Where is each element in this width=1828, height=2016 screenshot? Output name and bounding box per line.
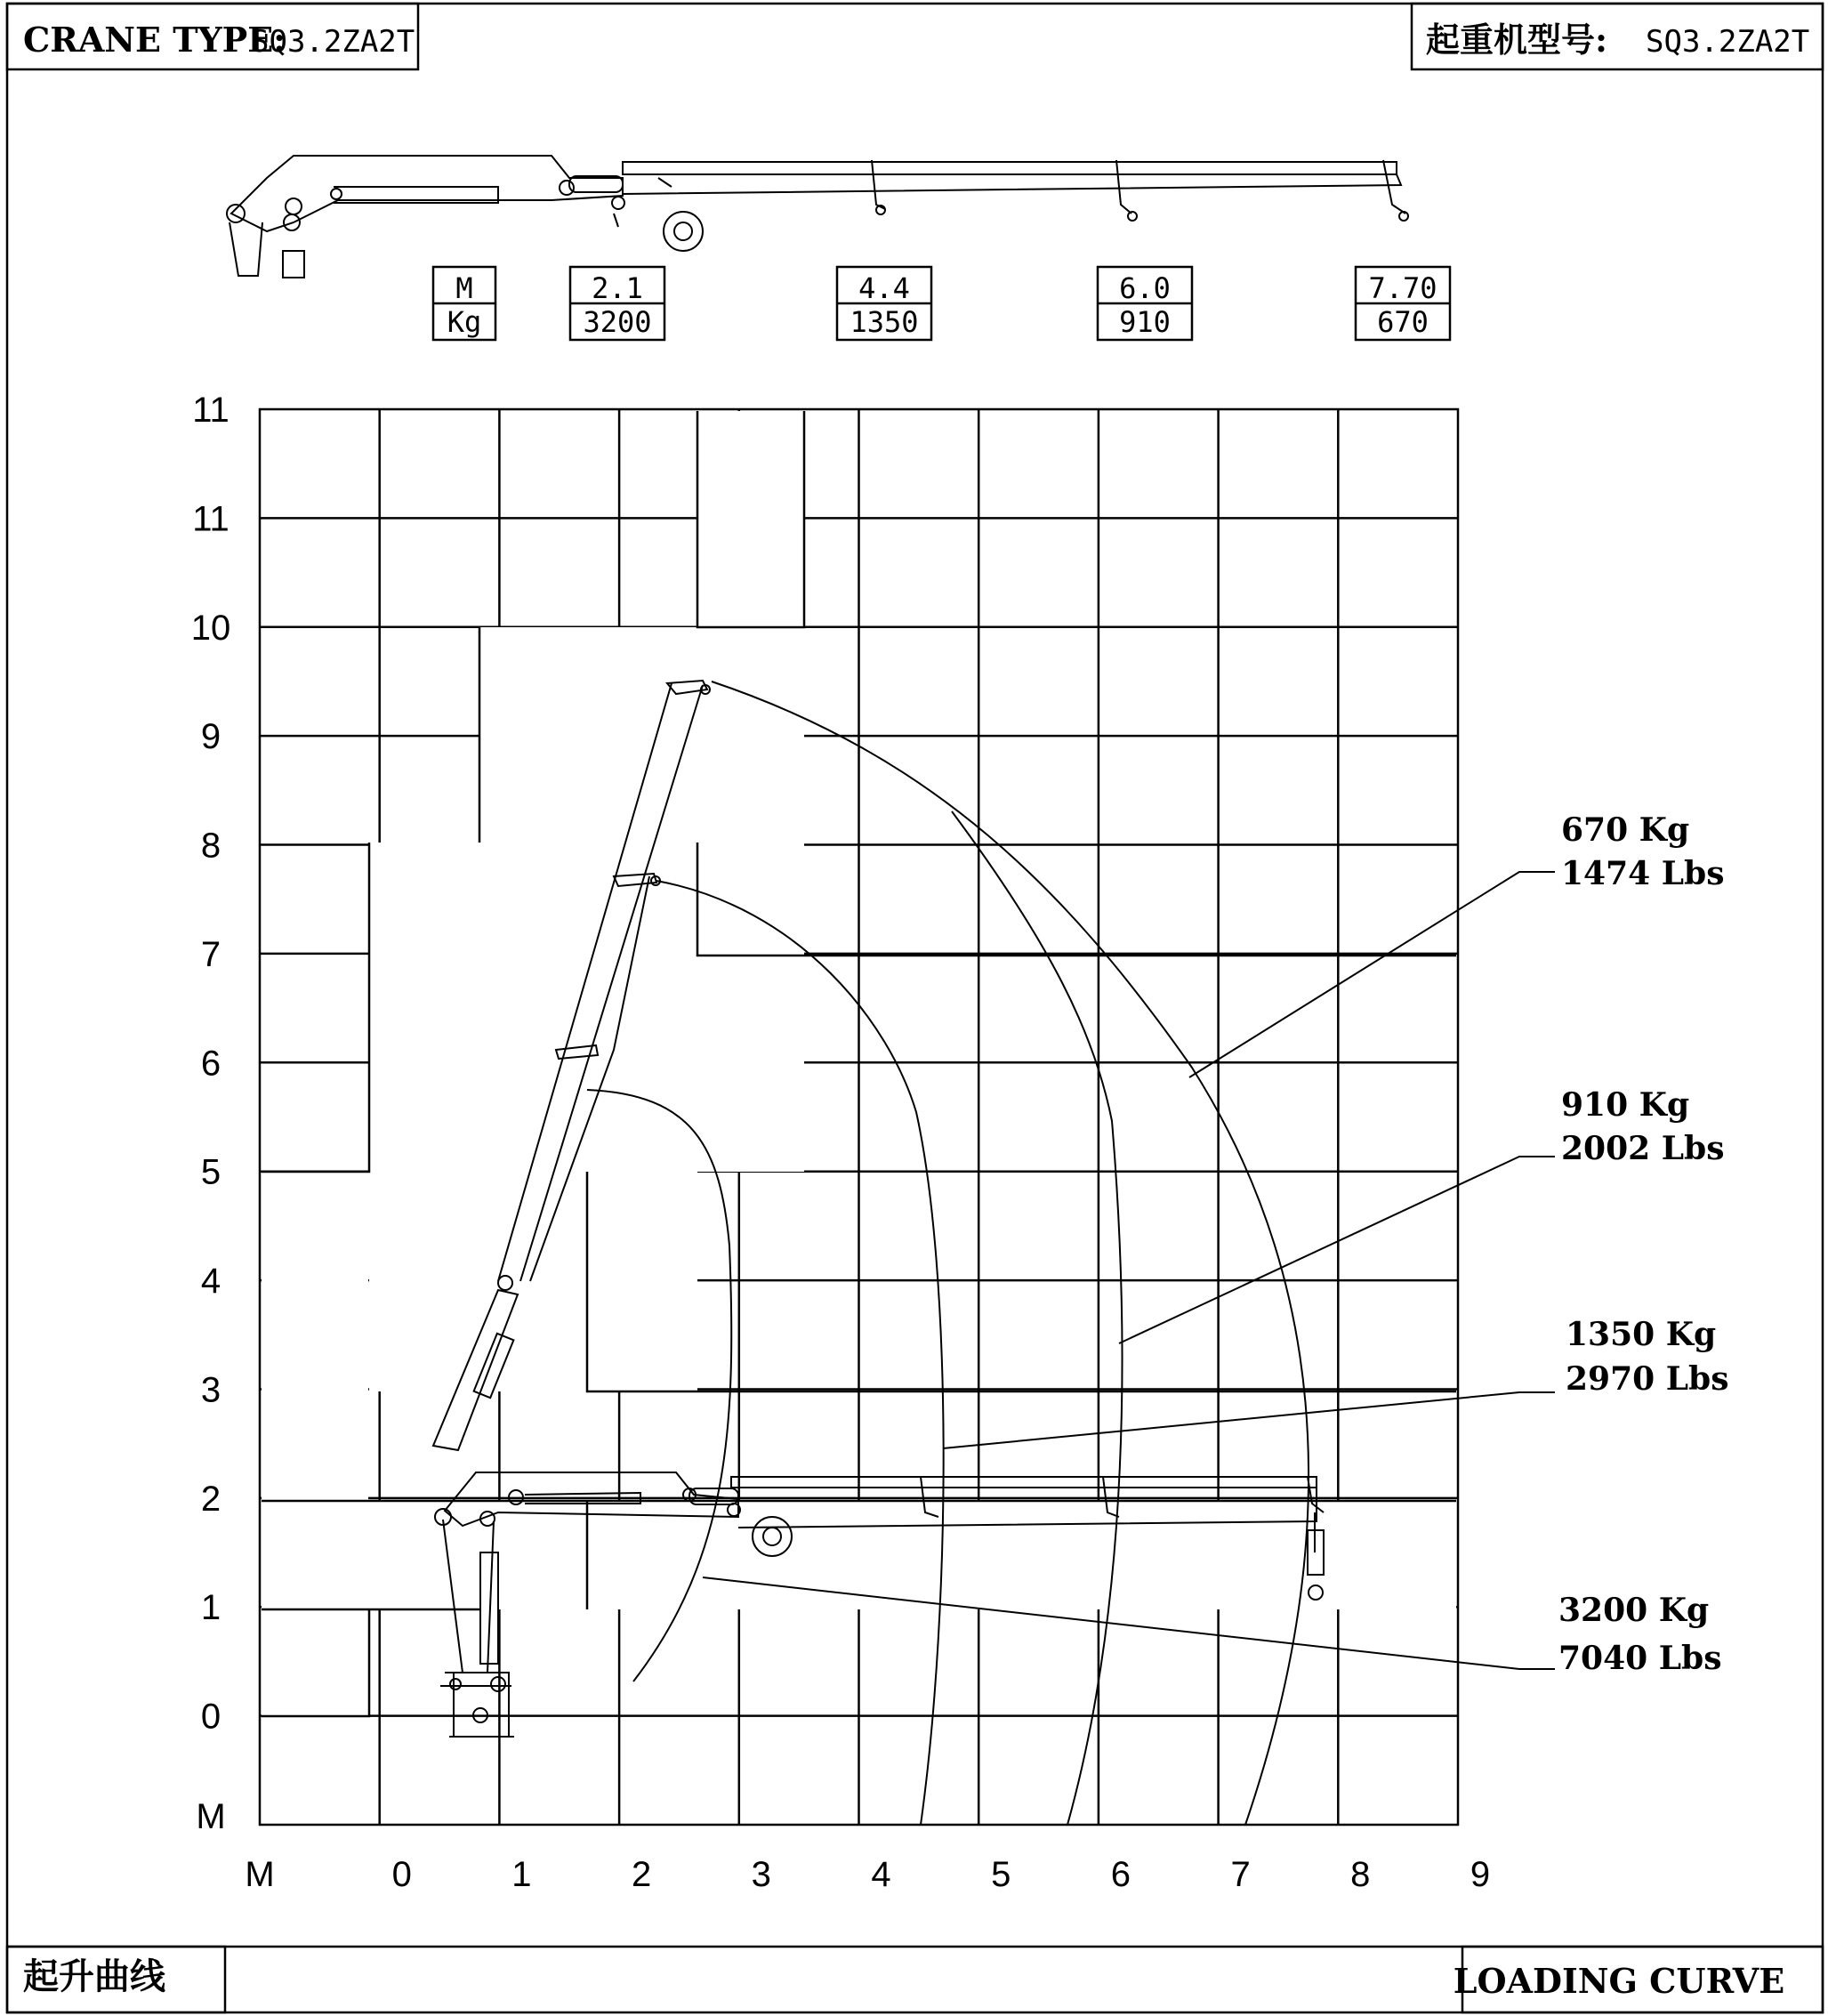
callout-lbs: 7040 Lbs: [1558, 1640, 1722, 1677]
y-tick-label: 5: [200, 1152, 221, 1192]
y-tick-label: 1: [200, 1588, 221, 1628]
entry-load: 670: [1377, 305, 1429, 339]
x-axis-unit: M: [245, 1855, 275, 1894]
x-tick-label: 7: [1230, 1855, 1251, 1894]
callout-labels: [1558, 811, 1728, 1677]
header-right: [1412, 4, 1823, 69]
load-table-entry: [1356, 267, 1450, 340]
x-axis-ticks: [392, 1855, 1491, 1894]
leader-1350kg: [943, 1392, 1555, 1448]
crane-top-view-drawing: [227, 156, 1408, 278]
callout-lbs: 1474 Lbs: [1561, 855, 1725, 892]
y-tick-label: 8: [200, 826, 221, 866]
entry-reach: 2.1: [592, 271, 643, 305]
crane-type-label: CRANE TYPE:: [23, 20, 286, 60]
x-tick-label: 9: [1470, 1855, 1491, 1894]
entry-load: 910: [1119, 305, 1171, 339]
header-left: [7, 4, 418, 69]
callout-kg: 3200 Kg: [1558, 1592, 1710, 1629]
entry-reach: 7.70: [1368, 271, 1437, 305]
y-axis-ticks: [191, 391, 231, 1737]
entry-load: 1350: [850, 305, 919, 339]
x-tick-label: 5: [991, 1855, 1011, 1894]
y-tick-label: 2: [200, 1479, 221, 1519]
x-tick-label: 1: [511, 1855, 532, 1894]
crane-type-value-cn: SQ3.2ZA2T: [1646, 24, 1810, 60]
y-tick-label: 9: [200, 717, 221, 757]
entry-reach: 6.0: [1119, 271, 1171, 305]
load-table-entry: [837, 267, 931, 340]
y-tick-label: 11: [192, 391, 230, 430]
x-tick-label: 0: [391, 1855, 412, 1894]
callout-3200: [1558, 1592, 1721, 1677]
y-tick-label: 6: [200, 1044, 221, 1084]
load-table-entry: [570, 267, 664, 340]
callout-lbs: 2970 Lbs: [1566, 1360, 1729, 1398]
callout-kg: 1350 Kg: [1566, 1316, 1717, 1353]
y-axis-unit: M: [196, 1797, 226, 1836]
load-curve-910kg: [952, 811, 1123, 1825]
y-tick-label: 3: [200, 1370, 221, 1410]
x-tick-label: 2: [631, 1855, 652, 1894]
crane-type-value: SQ3.2ZA2T: [251, 24, 415, 60]
y-tick-label: 4: [200, 1262, 221, 1302]
callout-lbs: 2002 Lbs: [1561, 1130, 1725, 1167]
callout-670: [1561, 811, 1724, 892]
footer-title-cn: 起升曲线: [23, 1956, 165, 1997]
y-tick-label: 10: [190, 608, 231, 648]
x-tick-label: 8: [1350, 1855, 1371, 1894]
y-tick-label: 0: [200, 1697, 221, 1737]
unit-kilograms: Kg: [447, 305, 482, 339]
footer-right: [1454, 1947, 1823, 2012]
callout-kg: 670 Kg: [1561, 811, 1690, 849]
footer-title: LOADING CURVE: [1453, 1961, 1785, 2001]
y-tick-label: 7: [200, 934, 221, 974]
callout-910: [1561, 1086, 1724, 1167]
callout-1350: [1566, 1316, 1728, 1398]
entry-load: 3200: [583, 305, 652, 339]
y-tick-label: 11: [192, 499, 230, 539]
x-tick-label: 3: [751, 1855, 771, 1894]
load-table-units: [433, 267, 495, 340]
leader-670kg: [1189, 872, 1555, 1077]
leader-910kg: [1119, 1157, 1555, 1343]
unit-meters: M: [455, 271, 473, 305]
entry-reach: 4.4: [858, 271, 910, 305]
x-tick-label: 4: [871, 1855, 891, 1894]
footer-left: [7, 1947, 225, 2012]
x-tick-label: 6: [1110, 1855, 1131, 1894]
load-table-entry: [1098, 267, 1192, 340]
crane-type-label-cn: 起重机型号:: [1426, 20, 1608, 60]
load-table: [433, 267, 1450, 340]
callout-kg: 910 Kg: [1561, 1086, 1690, 1124]
